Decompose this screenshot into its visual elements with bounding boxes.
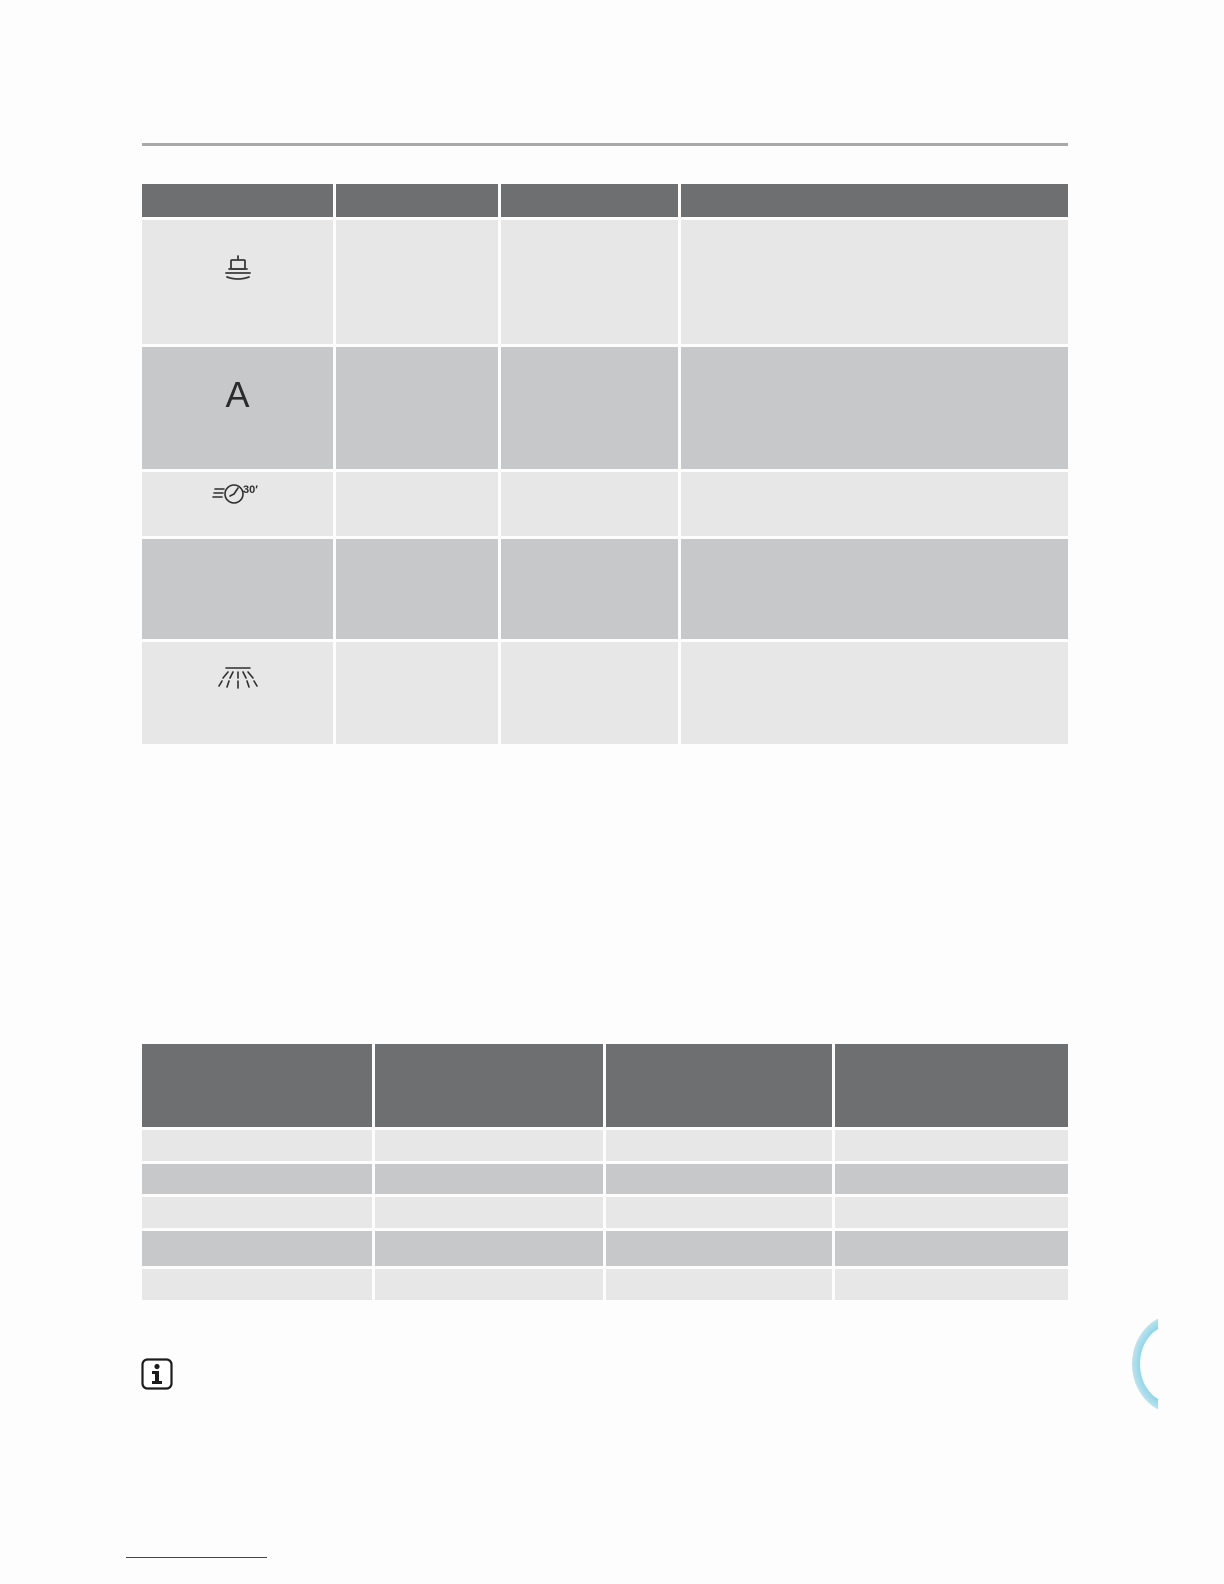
table-cell <box>142 1269 372 1300</box>
table-header-row <box>142 184 1068 217</box>
table-cell <box>336 220 498 344</box>
footer-link[interactable] <box>126 1557 267 1558</box>
table-cell <box>375 1197 603 1228</box>
table-cell <box>375 1269 603 1300</box>
table-cell <box>681 472 1068 536</box>
table-cell <box>835 1164 1068 1194</box>
header-cell <box>142 1044 372 1127</box>
table-cell <box>681 347 1068 469</box>
table-cell <box>681 539 1068 639</box>
table-row <box>142 1231 1068 1266</box>
symbol-cell <box>142 539 333 639</box>
consumption-table <box>139 1041 1071 1303</box>
table-cell <box>336 347 498 469</box>
table-cell <box>681 220 1068 344</box>
table-cell <box>606 1197 832 1228</box>
table-header-row <box>142 1044 1068 1127</box>
table-cell <box>606 1130 832 1161</box>
table-cell <box>835 1197 1068 1228</box>
table-row <box>142 642 1068 744</box>
symbol-cell <box>142 347 333 469</box>
table-cell <box>142 1130 372 1161</box>
header-cell <box>375 1044 603 1127</box>
svg-text:30′: 30′ <box>242 484 258 496</box>
table-cell <box>142 1197 372 1228</box>
table-cell <box>606 1231 832 1266</box>
table-row <box>142 1269 1068 1300</box>
table-cell <box>606 1269 832 1300</box>
table-cell <box>835 1130 1068 1161</box>
quick-30-icon <box>212 480 264 513</box>
table-cell <box>501 642 678 744</box>
table-cell <box>336 539 498 639</box>
header-cell <box>681 184 1068 217</box>
table-cell <box>375 1231 603 1266</box>
language-tab-icon <box>1132 1314 1158 1414</box>
table-cell <box>835 1231 1068 1266</box>
table-row <box>142 1197 1068 1228</box>
table-row <box>142 220 1068 344</box>
table-cell <box>142 1164 372 1194</box>
table-cell <box>501 472 678 536</box>
table-cell <box>681 642 1068 744</box>
table-row <box>142 347 1068 469</box>
table-cell <box>375 1164 603 1194</box>
table-cell <box>142 1231 372 1266</box>
table-cell <box>501 220 678 344</box>
rinse-spray-icon <box>218 664 258 699</box>
top-rule <box>142 143 1068 146</box>
symbol-cell <box>142 642 333 744</box>
programme-table <box>139 181 1071 747</box>
symbol-cell <box>142 472 333 536</box>
info-icon <box>141 1358 173 1390</box>
table-row <box>142 539 1068 639</box>
table-cell <box>501 539 678 639</box>
header-cell <box>835 1044 1068 1127</box>
header-cell <box>501 184 678 217</box>
table-row <box>142 1164 1068 1194</box>
table-cell <box>336 472 498 536</box>
table-cell <box>336 642 498 744</box>
table-cell <box>375 1130 603 1161</box>
letter-a-icon: A <box>225 374 250 415</box>
header-cell <box>142 184 333 217</box>
table-cell <box>501 347 678 469</box>
symbol-cell <box>142 220 333 344</box>
header-cell <box>606 1044 832 1127</box>
table-cell <box>606 1164 832 1194</box>
table-row <box>142 1130 1068 1161</box>
header-cell <box>336 184 498 217</box>
dishes-basin-icon <box>223 254 253 289</box>
table-row <box>142 472 1068 536</box>
table-cell <box>835 1269 1068 1300</box>
